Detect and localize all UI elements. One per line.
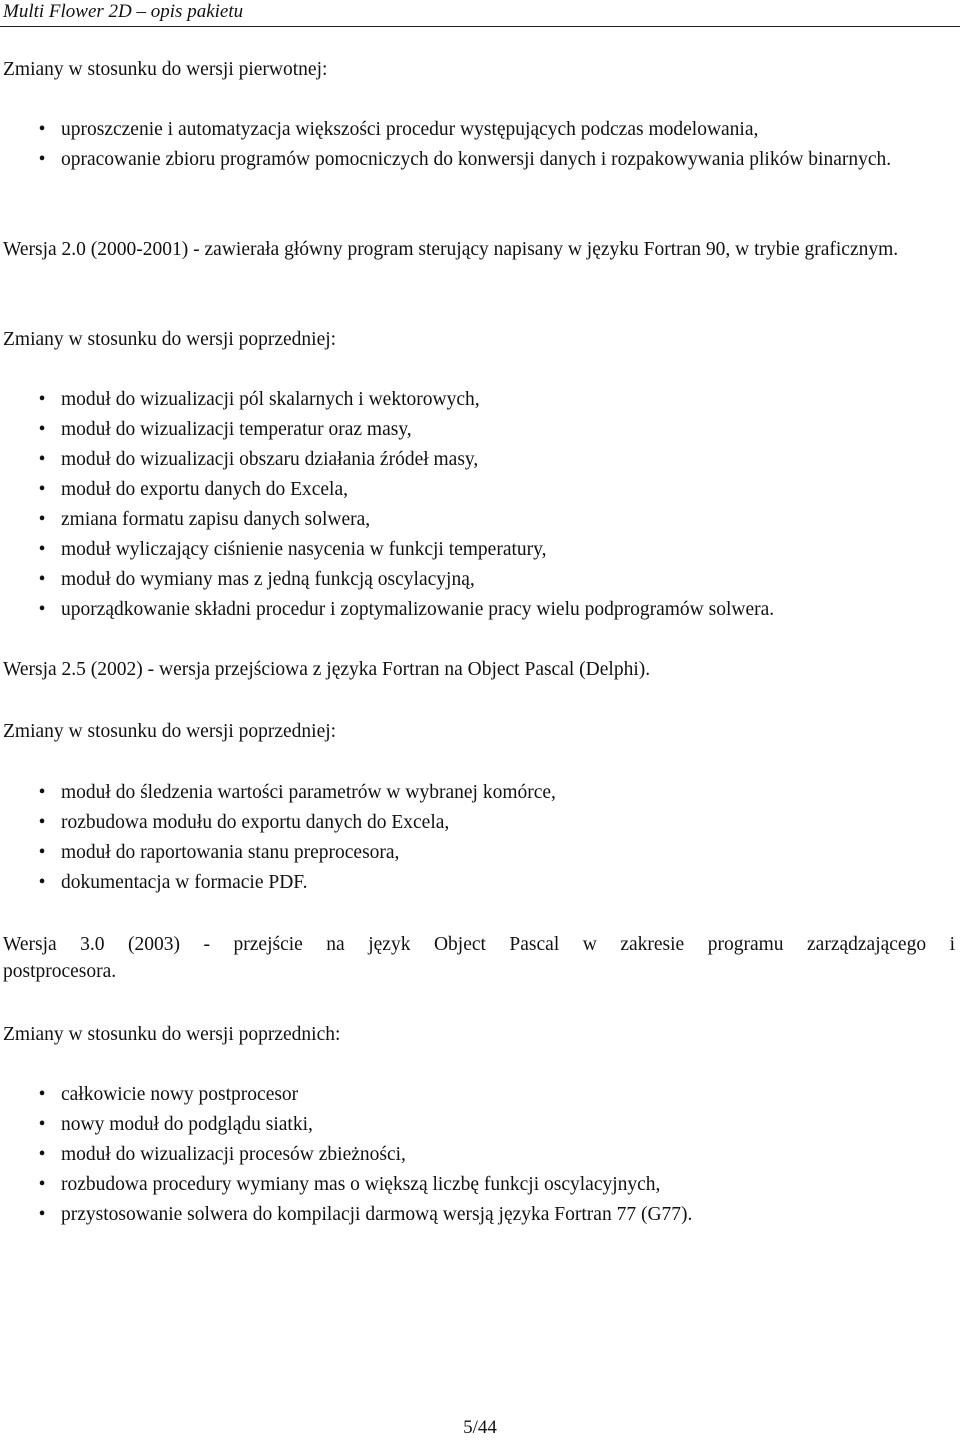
list-item [0,565,955,595]
bullet-icon: • [38,539,46,560]
bullet-icon: • [38,872,46,893]
section-heading-v2-5-changes: Zmiany w stosunku do wersji poprzedniej: [3,721,337,742]
bullet-icon: • [38,812,46,833]
list-item [0,475,955,505]
bullet-icon: • [38,449,46,470]
list-item [0,808,955,838]
bullet-list-v2-5-changes [0,778,955,898]
list-item-text: moduł do exportu danych do Excela, [61,479,349,500]
version-2-0-paragraph: Wersja 2.0 (2000-2001) - zawierała główny program sterujący napisany w języku Fortran 90, w trybie graficznym. [3,239,899,260]
list-item [0,115,955,145]
list-item [0,145,901,175]
list-item-text: moduł do wizualizacji procesów zbieżności, [61,1144,406,1165]
bullet-icon: • [38,389,46,410]
version-3-0-paragraph-line-2: postprocesora. [3,961,117,982]
list-item [0,1200,955,1230]
list-item-text: uproszczenie i automatyzacja większości procedur występujących podczas modelowania, [61,119,759,140]
list-item [0,595,955,625]
bullet-icon: • [38,1114,46,1135]
list-item [0,1080,955,1110]
list-item [0,838,955,868]
section-heading-v2-0-changes: Zmiany w stosunku do wersji poprzedniej: [3,329,337,350]
list-item-text: zmiana formatu zapisu danych solwera, [61,509,371,530]
bullet-icon: • [38,149,46,170]
list-item-text: moduł wyliczający ciśnienie nasycenia w funkcji temperatury, [61,539,547,560]
running-header: Multi Flower 2D – opis pakietu [3,1,244,22]
list-item-text: rozbudowa procedury wymiany mas o większą liczbę funkcji oscylacyjnych, [61,1174,661,1195]
bullet-icon: • [38,599,46,620]
header-rule [0,26,960,27]
bullet-icon: • [38,569,46,590]
version-2-5-paragraph: Wersja 2.5 (2002) - wersja przejściowa z języka Fortran na Object Pascal (Delphi). [3,659,651,680]
list-item [0,505,955,535]
list-item [0,445,955,475]
list-item [0,1110,955,1140]
bullet-list-original-changes [0,115,955,175]
page-number: 5/44 [463,1417,497,1438]
bullet-list-v2-0-changes [0,385,955,625]
bullet-icon: • [38,782,46,803]
bullet-icon: • [38,842,46,863]
bullet-list-v3-0-changes [0,1080,955,1230]
list-item-text: moduł do wizualizacji pól skalarnych i wektorowych, [61,389,480,410]
list-item-text: przystosowanie solwera do kompilacji darmową wersją języka Fortran 77 (G77). [61,1204,693,1225]
bullet-icon: • [38,419,46,440]
list-item-text: moduł do wymiany mas z jedną funkcją oscylacyjną, [61,569,475,590]
list-item-text: moduł do wizualizacji temperatur oraz masy, [61,419,412,440]
bullet-icon: • [38,509,46,530]
list-item [0,1140,955,1170]
section-heading-original-changes: Zmiany w stosunku do wersji pierwotnej: [3,59,328,80]
list-item-text: moduł do wizualizacji obszaru działania źródeł masy, [61,449,479,470]
list-item [0,385,955,415]
bullet-icon: • [38,1144,46,1165]
version-3-0-paragraph-line-1: Wersja 3.0 (2003) - przejście na język Object Pascal w zakresie programu zarządzającego i [3,934,955,955]
list-item [0,1170,955,1200]
list-item-text: opracowanie zbioru programów pomocniczych do konwersji danych i rozpakowywania plików binarnych. [61,149,892,170]
bullet-icon: • [38,1174,46,1195]
list-item-text: uporządkowanie składni procedur i zoptymalizowanie pracy wielu podprogramów solwera. [61,599,775,620]
list-item-text: całkowicie nowy postprocesor [61,1084,299,1105]
bullet-icon: • [38,119,46,140]
list-item-text: nowy moduł do podglądu siatki, [61,1114,313,1135]
list-item-text: dokumentacja w formacie PDF. [61,872,308,893]
bullet-icon: • [38,1084,46,1105]
bullet-icon: • [38,479,46,500]
list-item [0,778,955,808]
bullet-icon: • [38,1204,46,1225]
list-item [0,535,955,565]
list-item [0,868,955,898]
list-item-text: moduł do śledzenia wartości parametrów w wybranej komórce, [61,782,556,803]
list-item-text: rozbudowa modułu do exportu danych do Excela, [61,812,450,833]
section-heading-v3-0-changes: Zmiany w stosunku do wersji poprzednich: [3,1024,341,1045]
list-item [0,415,955,445]
list-item-text: moduł do raportowania stanu preprocesora, [61,842,400,863]
